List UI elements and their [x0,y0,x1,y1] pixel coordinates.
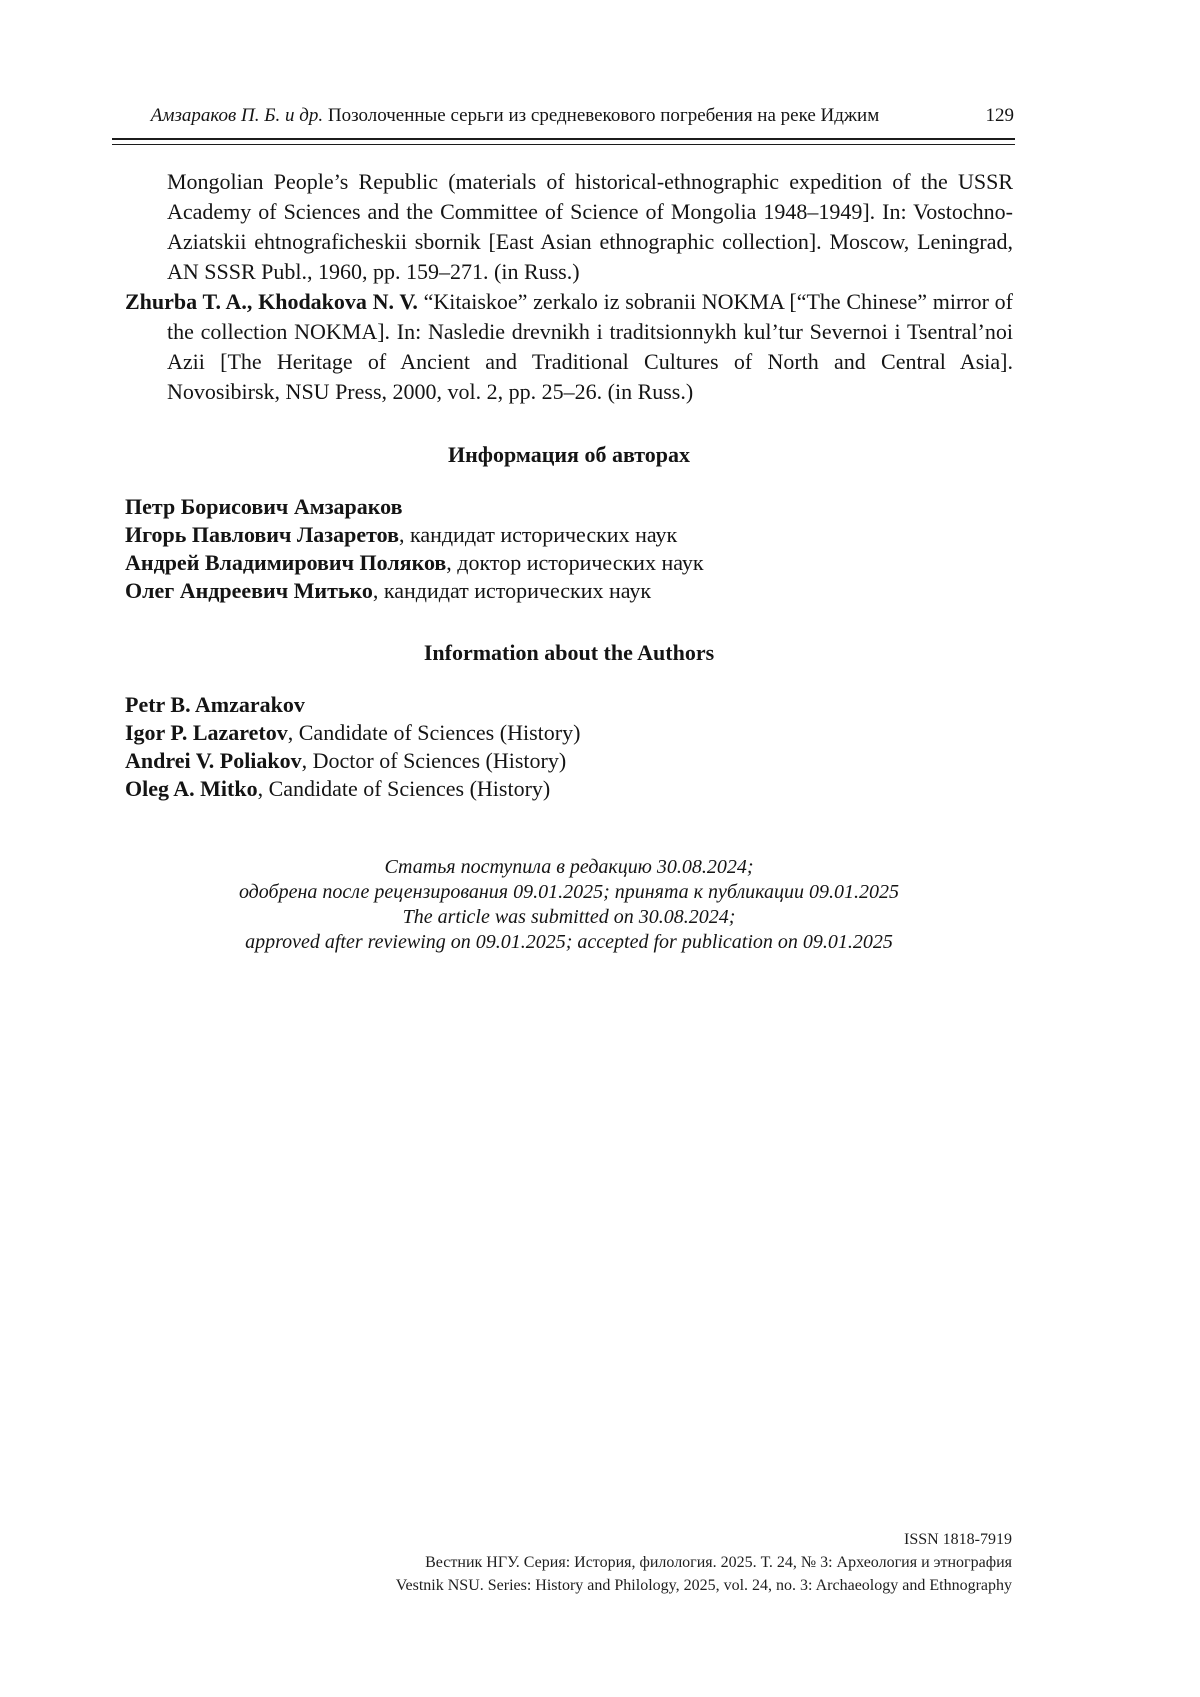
header-double-rule [112,138,1015,145]
author-row [125,719,1013,747]
reference-list [125,167,1013,407]
author-name: Андрей Владимирович Поляков [125,550,447,575]
running-head-title: Позолоченные серьги из средневекового погребения на реке Иджим [323,105,880,126]
author-row [125,549,1013,577]
author-name: Oleg A. Mitko [125,776,258,801]
author-row [125,521,1013,549]
date-line-submitted-ru: Статья поступила в редакцию 30.08.2024; [384,856,754,878]
authors-block-ru [125,493,1013,605]
page-number: 129 [985,105,1014,126]
author-name: Petr B. Amzarakov [125,692,305,717]
author-row [125,493,1013,521]
footer-journal-en: Vestnik NSU. Series: History and Philology, 2025, vol. 24, no. 3: Archaeology and Ethnography [395,1577,1012,1594]
author-row [125,577,1013,605]
running-head-text [112,104,918,128]
date-line-submitted-en: The article was submitted on 30.08.2024; [402,906,736,928]
author-degree: , доктор исторических наук [446,550,704,575]
author-name: Igor P. Lazaretov [125,720,288,745]
author-degree: , кандидат исторических наук [398,522,678,547]
reference-text: “Kitaiskoe” zerkalo iz sobranii NOKMA [“The Chinese” mirror of the collection NOKMA]. In: Nasledie drevnikh i traditsionnykh kul’tur Severnoi i Tsentral’noi Azii [The Heritage of Ancient and Traditional Cultures of North and Central Asia]. Novosibirsk, NSU Press, 2000, vol. 2, pp. 25–26. (in Russ.) [167,289,1013,404]
authors-block-en [125,691,1013,803]
author-row [125,747,1013,775]
section-heading-authors-ru: Информация об авторах [447,442,691,467]
running-head-authors: Амзараков П. Б. и др. [150,105,324,126]
author-row [125,775,1013,803]
date-line-approved-ru: одобрена после рецензирования 09.01.2025; принята к публикации 09.01.2025 [238,881,900,903]
article-dates [125,855,1013,955]
reference-entry-continuation: Mongolian People’s Republic (materials of historical-ethnographic expedition of the USSR Academy of Sciences and the Committee of Science of Mongolia 1948–1949]. In: Vostochno-Aziatskii ehtnograficheskii sbornik [East Asian ethnographic collection]. Moscow, Leningrad, AN SSSR Publ., 1960, pp. 159–271. (in Russ.) [167,169,1013,284]
author-name: Петр Борисович Амзараков [125,494,403,519]
footer-issn: ISSN 1818-7919 [903,1531,1012,1548]
footer-journal-ru: Вестник НГУ. Серия: История, филология. 2025. Т. 24, № 3: Археология и этнография [425,1554,1012,1571]
author-degree: , кандидат исторических наук [372,578,652,603]
author-row [125,691,1013,719]
section-heading-authors-en: Information about the Authors [423,640,715,665]
page-footer [125,1528,1012,1597]
author-name: Andrei V. Poliakov [125,748,302,773]
author-degree: , Candidate of Sciences (History) [257,776,551,801]
reference-entry [125,287,1013,407]
author-name: Игорь Павлович Лазаретов [125,522,399,547]
running-head [112,104,1014,130]
author-degree: , Candidate of Sciences (History) [287,720,581,745]
date-line-approved-en: approved after reviewing on 09.01.2025; accepted for publication on 09.01.2025 [245,931,893,953]
reference-authors: Zhurba T. A., Khodakova N. V. [125,289,418,314]
author-name: Олег Андреевич Митько [125,578,373,603]
author-degree: , Doctor of Sciences (History) [301,748,567,773]
